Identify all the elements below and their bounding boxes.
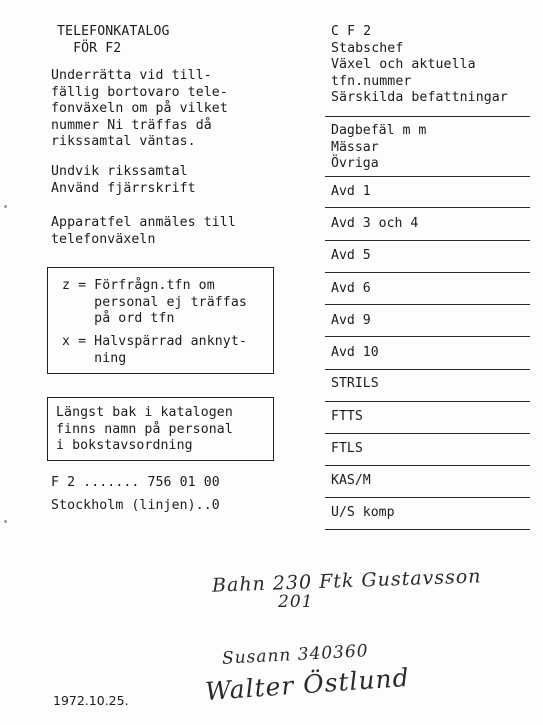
section-divider [325,465,530,466]
section-divider [325,336,530,337]
section-divider [325,529,530,530]
section-ftts[interactable]: FTTS [331,409,363,424]
legend-x-entry: x = Halvspärrad anknyt- ning [62,334,247,366]
document-date: 1972.10.25. [53,693,129,708]
section-divider [325,401,530,402]
section-divider [325,176,530,177]
binder-hole [4,520,7,523]
cf2-header: C F 2 Stabschef Växel och aktuella tfn.nummer Särskilda befattningar [331,24,508,105]
handwritten-signature: Walter Östlund [204,662,411,707]
legend-z-entry: z = Förfrågn.tfn om personal ej träffas på ord tfn [62,278,247,326]
fault-report-note: Apparatfel anmäles till telefonväxeln [51,215,236,247]
section-us-komp[interactable]: U/S komp [331,505,395,520]
section-divider [325,497,530,498]
index-info-text: Längst bak i katalogen finns namn på personal i bokstavsordning [56,405,233,453]
section-divider [325,240,530,241]
handwritten-note-3: Susann 340360 [221,641,370,669]
absence-notice: Underrätta vid till- fällig bortovaro tele- fonväxeln om på vilket nummer Ni träffas då rikssamtal väntas. [51,68,228,149]
section-ftls[interactable]: FTLS [331,441,363,456]
section-avd-3-4[interactable]: Avd 3 och 4 [331,216,419,231]
section-avd-1[interactable]: Avd 1 [331,184,371,199]
f2-phone-number: F 2 ....... 756 01 00 [51,475,220,490]
section-divider [325,207,530,208]
catalog-title: TELEFONKATALOG FÖR F2 [57,24,170,56]
section-strils[interactable]: STRILS [331,376,379,391]
section-divider [325,272,530,273]
section-avd-9[interactable]: Avd 9 [331,313,371,328]
section-divider [325,116,530,117]
section-divider [325,369,530,370]
section-duty-group: Dagbefäl m m Mässar Övriga [331,123,427,171]
section-avd-6[interactable]: Avd 6 [331,281,371,296]
section-divider [325,304,530,305]
handwritten-note-1: Bahn 230 Ftk Gustavsson [211,565,482,597]
handwritten-note-2: 201 [278,592,314,612]
binder-hole [4,205,7,208]
section-kas-m[interactable]: KAS/M [331,473,371,488]
section-divider [325,433,530,434]
section-avd-5[interactable]: Avd 5 [331,248,371,263]
call-advice: Undvik rikssamtal Använd fjärrskrift [51,164,196,196]
stockholm-line: Stockholm (linjen)..0 [51,498,220,513]
section-avd-10[interactable]: Avd 10 [331,345,379,360]
